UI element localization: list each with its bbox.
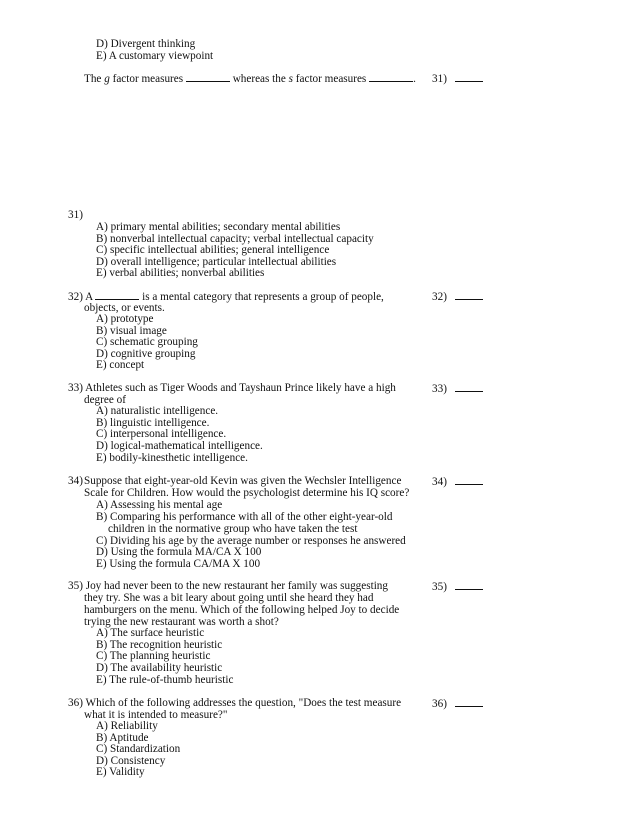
q34-option-b-line-2: children in the normative group who have taken the test <box>108 523 358 535</box>
q31-blank-2 <box>369 72 413 82</box>
q32-answer-line <box>455 290 483 300</box>
q36-stem-line-2: what it is intended to measure?" <box>84 709 228 721</box>
q31-option-b: B) nonverbal intellectual capacity; verbal intellectual capacity <box>96 233 374 245</box>
q36-answer-line <box>455 697 483 707</box>
q33-option-a: A) naturalistic intelligence. <box>96 405 219 417</box>
q34-option-e: E) Using the formula CA/MA X 100 <box>96 558 261 570</box>
q33-option-d: D) logical-mathematical intelligence. <box>96 440 263 452</box>
q33-option-e: E) bodily-kinesthetic intelligence. <box>96 452 248 464</box>
q32-option-d: D) cognitive grouping <box>96 348 196 360</box>
q35-stem-line-3: hamburgers on the menu. Which of the following helped Joy to decide <box>84 604 400 616</box>
q34-option-c: C) Dividing his age by the average number or responses he answered <box>96 535 406 547</box>
q32-answer-slot: 32) <box>432 290 483 303</box>
q35-option-e: E) The rule-of-thumb heuristic <box>96 674 234 686</box>
q33-answer-line <box>455 382 483 392</box>
q35-stem-line-4: trying the new restaurant was worth a shot? <box>84 616 279 628</box>
q32-option-b: B) visual image <box>96 325 167 337</box>
q32-stem-line-1: 32) A is a mental category that represents a group of people, <box>68 291 384 303</box>
q36-option-c: C) Standardization <box>96 743 181 755</box>
q36-option-a: A) Reliability <box>96 720 158 732</box>
q33-option-c: C) interpersonal intelligence. <box>96 428 227 440</box>
q31-option-e: E) verbal abilities; nonverbal abilities <box>96 267 265 279</box>
q31-answer-line <box>455 72 483 82</box>
q34-answer-line <box>455 475 483 485</box>
q34-stem-line-2: Scale for Children. How would the psychologist determine his IQ score? <box>84 487 410 499</box>
q33-answer-slot: 33) <box>432 382 483 395</box>
q34-option-b-line-1: B) Comparing his performance with all of the other eight-year-old <box>96 511 393 523</box>
q36-option-d: D) Consistency <box>96 755 166 767</box>
q36-option-b: B) Aptitude <box>96 732 149 744</box>
q34-number: 34) <box>68 475 83 487</box>
q35-stem-line-1: 35) Joy had never been to the new restaurant her family was suggesting <box>68 580 388 592</box>
q31-blank-1 <box>186 72 230 82</box>
q36-option-e: E) Validity <box>96 766 145 778</box>
q31-stem: The g factor measures whereas the s factor measures . <box>84 73 416 85</box>
q31-option-a: A) primary mental abilities; secondary mental abilities <box>96 221 341 233</box>
q33-stem-line-1: 33) Athletes such as Tiger Woods and Tayshaun Prince likely have a high <box>68 382 396 394</box>
q30-option-e: E) A customary viewpoint <box>96 50 214 62</box>
q36-answer-slot: 36) <box>432 697 483 710</box>
q35-option-a: A) The surface heuristic <box>96 627 205 639</box>
q31-option-d: D) overall intelligence; particular intellectual abilities <box>96 256 337 268</box>
q34-answer-slot: 34) <box>432 475 483 488</box>
q35-answer-slot: 35) <box>432 580 483 593</box>
q31-number: 31) <box>68 209 83 221</box>
q36-stem-line-1: 36) Which of the following addresses the question, "Does the test measure <box>68 697 402 709</box>
q35-stem-line-2: they try. She was a bit leary about going until she heard they had <box>84 592 374 604</box>
q34-stem-line-1: Suppose that eight-year-old Kevin was given the Wechsler Intelligence <box>84 475 402 487</box>
q31-option-c: C) specific intellectual abilities; general intelligence <box>96 244 330 256</box>
q32-option-a: A) prototype <box>96 313 154 325</box>
q35-option-b: B) The recognition heuristic <box>96 639 223 651</box>
q32-stem-line-2: objects, or events. <box>84 302 165 314</box>
q30-option-d: D) Divergent thinking <box>96 38 196 50</box>
q35-option-d: D) The availability heuristic <box>96 662 223 674</box>
q31-answer-slot: 31) <box>432 72 483 85</box>
q35-answer-line <box>455 580 483 590</box>
q34-option-a: A) Assessing his mental age <box>96 499 223 511</box>
q32-blank <box>95 290 139 300</box>
q33-stem-line-2: degree of <box>84 394 126 406</box>
q34-option-d: D) Using the formula MA/CA X 100 <box>96 546 262 558</box>
q33-option-b: B) linguistic intelligence. <box>96 417 210 429</box>
q35-option-c: C) The planning heuristic <box>96 650 211 662</box>
q32-option-e: E) concept <box>96 359 145 371</box>
q32-option-c: C) schematic grouping <box>96 336 198 348</box>
